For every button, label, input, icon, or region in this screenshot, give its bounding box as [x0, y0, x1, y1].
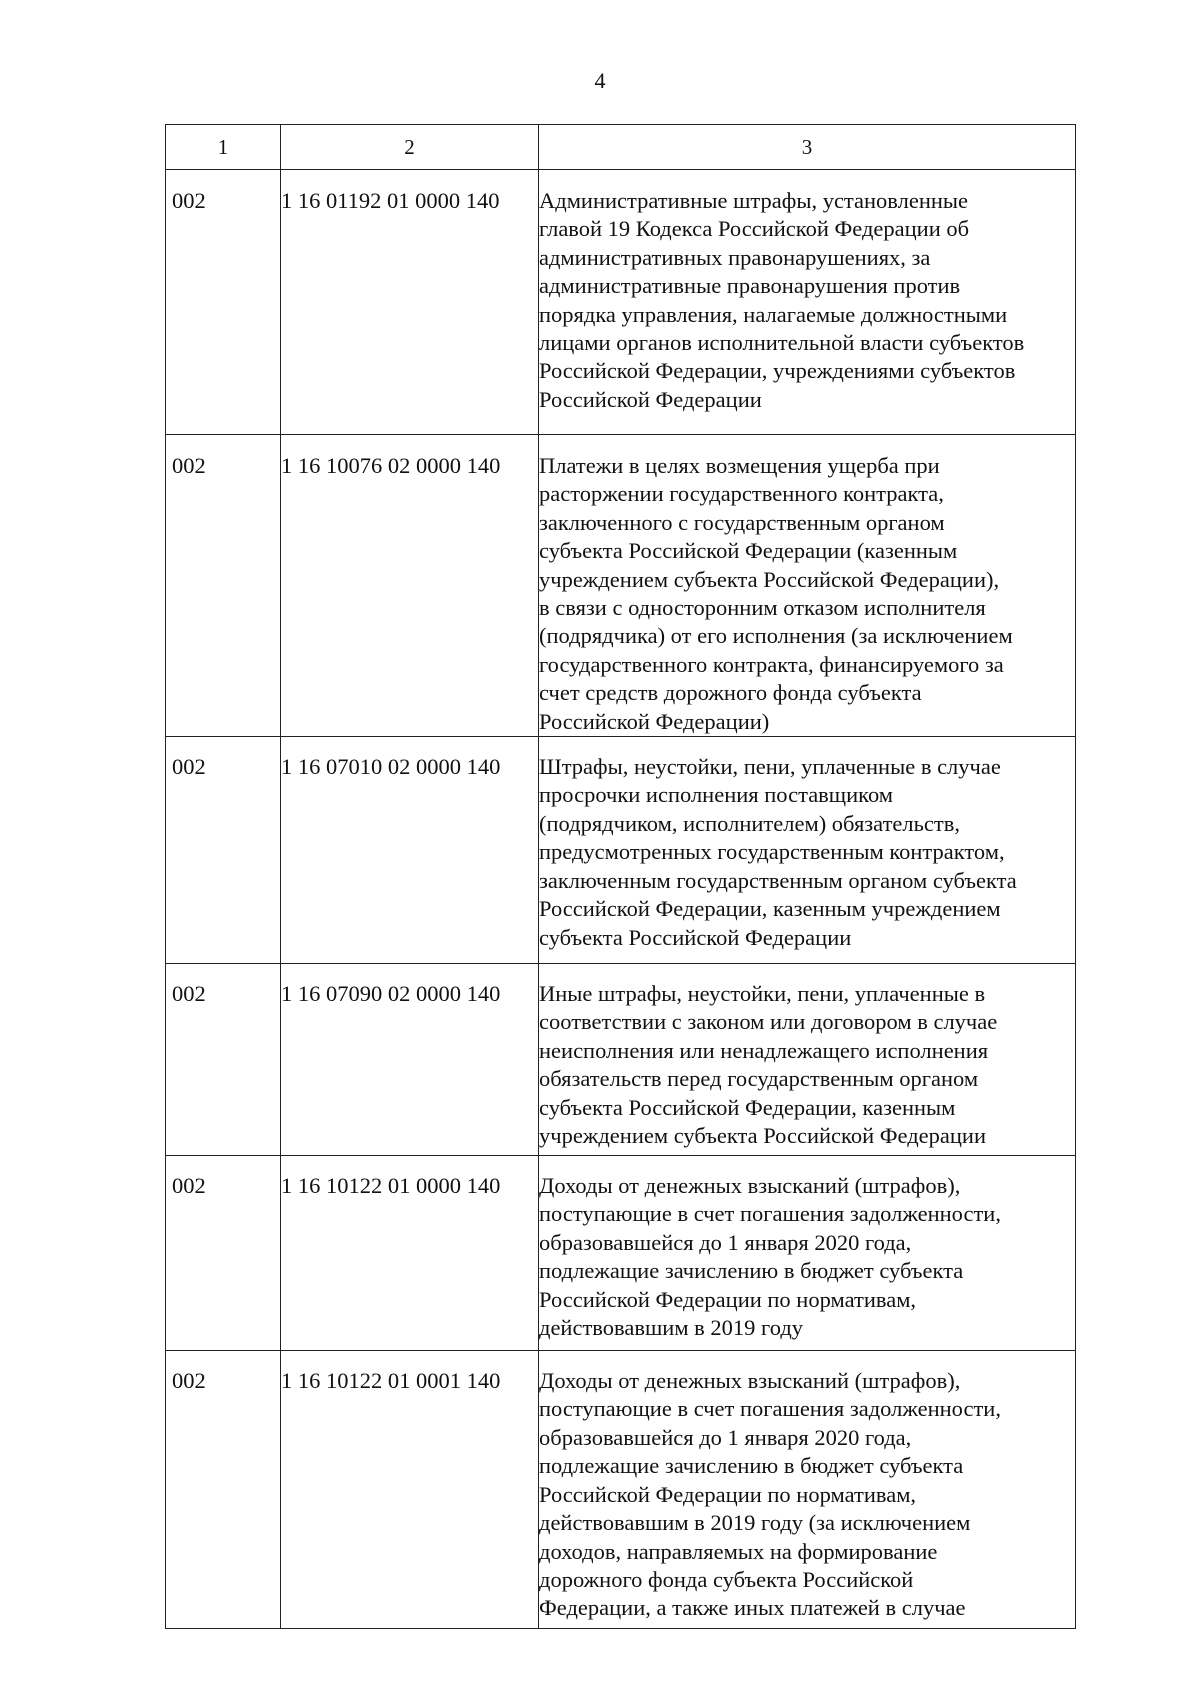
description-line: Российской Федерации по нормативам,	[539, 1481, 917, 1507]
description-line: административные правонарушения против	[539, 273, 961, 299]
cell-description	[539, 170, 1076, 435]
table-row	[166, 737, 1076, 964]
table-row	[166, 1351, 1076, 1629]
header-col-1: 1	[166, 125, 281, 170]
cell-org-code: 002	[166, 1156, 281, 1351]
description-line: Российской Федерации, учреждениями субъектов	[539, 358, 1016, 384]
cell-budget-code: 1 16 10122 01 0001 140	[281, 1351, 539, 1629]
description-line: Российской Федерации по нормативам,	[539, 1286, 917, 1312]
table-row	[166, 170, 1076, 435]
description-line: государственного контракта, финансируемого за	[539, 651, 1004, 677]
cell-budget-code: 1 16 07010 02 0000 140	[281, 737, 539, 964]
description-line: (подрядчиком, исполнителем) обязательств,	[539, 810, 960, 836]
description-line: лицами органов исполнительной власти субъектов	[539, 330, 1025, 356]
description-line: (подрядчика) от его исполнения (за исключением	[539, 623, 1013, 649]
cell-description	[539, 435, 1076, 737]
cell-org-code: 002	[166, 435, 281, 737]
cell-org-code: 002	[166, 964, 281, 1156]
description-line: Доходы от денежных взысканий (штрафов),	[539, 1368, 961, 1394]
cell-description	[539, 737, 1076, 964]
description-line: обязательств перед государственным органом	[539, 1066, 979, 1092]
page-number: 4	[594, 68, 606, 93]
cell-org-code: 002	[166, 1351, 281, 1629]
description-line: Платежи в целях возмещения ущерба при	[539, 453, 940, 478]
cell-budget-code: 1 16 07090 02 0000 140	[281, 964, 539, 1156]
description-line: главой 19 Кодекса Российской Федерации об	[539, 216, 970, 242]
description-line: субъекта Российской Федерации, казенным	[539, 1094, 956, 1120]
description-line: доходов, направляемых на формирование	[539, 1538, 938, 1564]
description-line: действовавшим в 2019 году (за исключением	[539, 1510, 971, 1536]
description-line: заключенным государственным органом субъекта	[539, 867, 1017, 893]
table-row	[166, 964, 1076, 1156]
cell-org-code: 002	[166, 737, 281, 964]
description-line: субъекта Российской Федерации (казенным	[539, 538, 958, 564]
description-line: подлежащие зачислению в бюджет субъекта	[539, 1453, 964, 1479]
description-line: просрочки исполнения поставщиком	[539, 782, 894, 808]
description-line: учреждением субъекта Российской Федерации	[539, 1123, 986, 1149]
description-line: Доходы от денежных взысканий (штрафов),	[539, 1173, 961, 1199]
description-line: соответствии с законом или договором в случае	[539, 1009, 998, 1035]
description-line: Российской Федерации)	[539, 708, 770, 734]
description-line: счет средств дорожного фонда субъекта	[539, 680, 922, 706]
description-line: порядка управления, налагаемые должностными	[539, 301, 1008, 327]
table-header-row	[166, 125, 1076, 170]
description-line: Иные штрафы, неустойки, пени, уплаченные в	[539, 981, 986, 1007]
description-line: Российской Федерации	[539, 386, 762, 412]
cell-budget-code: 1 16 10076 02 0000 140	[281, 435, 539, 737]
header-col-2: 2	[281, 125, 539, 170]
table-row	[166, 1156, 1076, 1351]
description-line: Федерации, а также иных платежей в случае	[539, 1595, 966, 1621]
description-line: административных правонарушениях, за	[539, 244, 931, 270]
cell-description	[539, 1351, 1076, 1629]
description-line: подлежащие зачислению в бюджет субъекта	[539, 1258, 964, 1284]
description-line: поступающие в счет погашения задолженности,	[539, 1201, 1001, 1227]
budget-classification-table	[165, 124, 1076, 1629]
table-row	[166, 435, 1076, 737]
description-line: образовавшейся до 1 января 2020 года,	[539, 1229, 912, 1255]
description-line: в связи с односторонним отказом исполнителя	[539, 595, 986, 621]
description-line: Штрафы, неустойки, пени, уплаченные в случае	[539, 754, 1001, 780]
cell-budget-code: 1 16 01192 01 0000 140	[281, 170, 539, 435]
description-line: поступающие в счет погашения задолженности,	[539, 1396, 1001, 1422]
description-line: субъекта Российской Федерации	[539, 924, 852, 950]
description-line: образовавшейся до 1 января 2020 года,	[539, 1424, 912, 1450]
cell-description	[539, 964, 1076, 1156]
description-line: учреждением субъекта Российской Федерации),	[539, 566, 1000, 592]
description-line: дорожного фонда субъекта Российской	[539, 1566, 914, 1592]
description-line: Российской Федерации, казенным учреждением	[539, 896, 1001, 922]
description-line: неисполнения или ненадлежащего исполнения	[539, 1037, 989, 1063]
description-line: расторжении государственного контракта,	[539, 481, 944, 507]
cell-description	[539, 1156, 1076, 1351]
cell-org-code: 002	[166, 170, 281, 435]
description-line: действовавшим в 2019 году	[539, 1315, 804, 1341]
description-line: предусмотренных государственным контрактом,	[539, 839, 1005, 865]
description-line: заключенного с государственным органом	[539, 509, 945, 535]
header-col-3: 3	[539, 125, 1076, 170]
cell-budget-code: 1 16 10122 01 0000 140	[281, 1156, 539, 1351]
description-line: Административные штрафы, установленные	[539, 188, 969, 213]
